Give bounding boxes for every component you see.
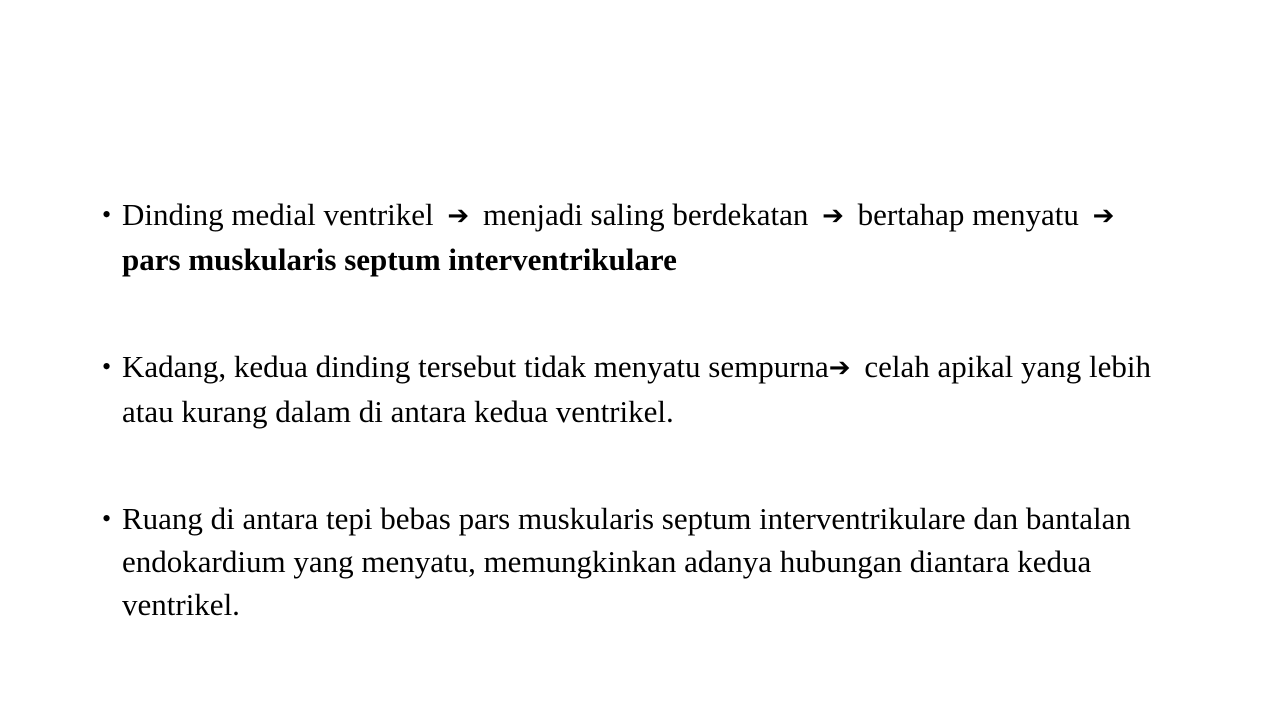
bullet-dot: • bbox=[102, 352, 112, 381]
bullet-item-3 bbox=[102, 497, 1182, 626]
bullet-item-2 bbox=[102, 345, 1182, 433]
bullet-dot: • bbox=[102, 504, 112, 533]
bullet-1-text-3: bertahap menyatu bbox=[857, 197, 1079, 232]
bullet-1-text-1: Dinding medial ventrikel bbox=[122, 197, 434, 232]
right-arrow-icon: ➔ bbox=[1092, 201, 1115, 231]
bullet-list bbox=[102, 193, 1182, 626]
right-arrow-icon: ➔ bbox=[822, 201, 844, 231]
bullet-item-1 bbox=[102, 193, 1182, 281]
right-arrow-icon: ➔ bbox=[447, 201, 470, 231]
bullet-1-bold-term: pars muskularis septum interventrikulare bbox=[122, 242, 677, 277]
bullet-dot: • bbox=[102, 200, 112, 229]
bullet-1-text-2: menjadi saling berdekatan bbox=[482, 197, 809, 232]
bullet-2-text-2: celah apikal yang lebih atau kurang dalam di antara kedua ventrikel. bbox=[122, 349, 1151, 429]
bullet-2-text-1: Kadang, kedua dinding tersebut tidak menyatu sempurna bbox=[122, 349, 829, 384]
right-arrow-icon: ➔ bbox=[828, 353, 851, 383]
bullet-3-text: Ruang di antara tepi bebas pars muskularis septum interventrikulare dan bantalan endokardium yang menyatu, memungkinkan adanya hubungan diantara kedua ventrikel. bbox=[122, 501, 1131, 622]
